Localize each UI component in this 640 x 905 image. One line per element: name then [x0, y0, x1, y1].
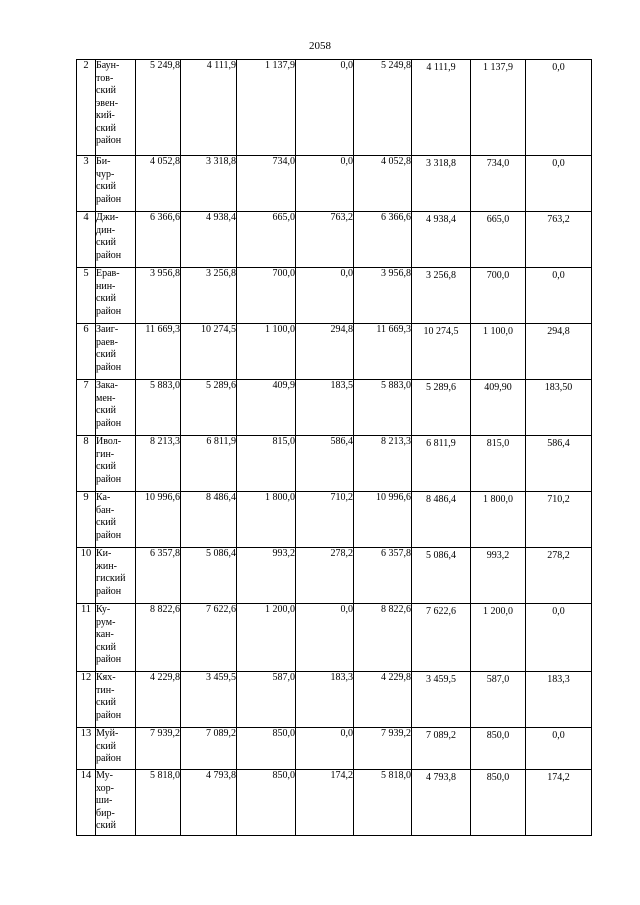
value-cell: 3 318,8: [412, 156, 471, 212]
row-number: 9: [77, 492, 96, 548]
district-name-line: Джи-: [96, 212, 119, 223]
value-cell: 0,0: [526, 604, 592, 672]
value-cell: 183,5: [296, 380, 354, 436]
district-name-line: ский: [96, 293, 116, 304]
district-name-line: ский: [96, 122, 116, 134]
value-cell: 8 213,3: [136, 436, 181, 492]
value-cell: 5 086,4: [412, 548, 471, 604]
value-cell: 1 800,0: [237, 492, 296, 548]
table-row: [77, 156, 592, 212]
value-cell: 1 100,0: [237, 324, 296, 380]
district-name-line: район: [96, 193, 122, 205]
page-number: 2058: [309, 40, 331, 52]
district-name: [96, 770, 136, 836]
value-cell: 850,0: [237, 728, 296, 770]
table-row: [77, 380, 592, 436]
district-name-line: ский: [96, 697, 116, 708]
district-name-line: район: [96, 305, 122, 317]
value-cell: 763,2: [296, 212, 354, 268]
value-cell: 3 256,8: [181, 268, 237, 324]
value-cell: 4 793,8: [181, 770, 237, 836]
district-name-line: район: [96, 417, 122, 429]
district-name-line: хор-: [96, 782, 114, 794]
district-name-line: ский: [96, 641, 116, 653]
value-cell: 7 939,2: [136, 728, 181, 770]
row-number: 3: [77, 156, 96, 212]
table-row: [77, 548, 592, 604]
table-row: [77, 604, 592, 672]
district-name-line: ский: [96, 85, 116, 96]
value-cell: 3 956,8: [354, 268, 412, 324]
value-cell: 6 357,8: [136, 548, 181, 604]
value-cell: 4 111,9: [412, 60, 471, 156]
value-cell: 4 052,8: [136, 156, 181, 212]
district-name-line: район: [96, 753, 122, 764]
district-name-line: район: [96, 249, 122, 261]
table-body: [77, 60, 592, 836]
district-name-line: Кях-: [96, 672, 116, 683]
district-name-line: Ка-: [96, 492, 111, 503]
value-cell: 700,0: [237, 268, 296, 324]
row-number: 8: [77, 436, 96, 492]
value-cell: 6 366,6: [136, 212, 181, 268]
value-cell: 7 089,2: [181, 728, 237, 770]
value-cell: 7 622,6: [181, 604, 237, 672]
value-cell: 4 229,8: [136, 672, 181, 728]
value-cell: 6 811,9: [412, 436, 471, 492]
district-name: [96, 156, 136, 212]
district-name-line: район: [96, 709, 122, 721]
value-cell: 294,8: [296, 324, 354, 380]
value-cell: 734,0: [237, 156, 296, 212]
district-name-line: ский: [96, 820, 116, 831]
value-cell: 174,2: [526, 770, 592, 836]
value-cell: 4 229,8: [354, 672, 412, 728]
value-cell: 4 938,4: [181, 212, 237, 268]
value-cell: 409,90: [471, 380, 526, 436]
row-number: 12: [77, 672, 96, 728]
value-cell: 183,3: [526, 672, 592, 728]
value-cell: 734,0: [471, 156, 526, 212]
row-number: 2: [77, 60, 96, 156]
table-row: [77, 60, 592, 156]
value-cell: 8 822,6: [136, 604, 181, 672]
value-cell: 1 100,0: [471, 324, 526, 380]
value-cell: 4 938,4: [412, 212, 471, 268]
district-name: [96, 672, 136, 728]
value-cell: 586,4: [526, 436, 592, 492]
value-cell: 5 818,0: [354, 770, 412, 836]
value-cell: 665,0: [471, 212, 526, 268]
value-cell: 10 274,5: [412, 324, 471, 380]
district-name-line: район: [96, 473, 122, 485]
value-cell: 587,0: [471, 672, 526, 728]
district-name-line: бан-: [96, 504, 115, 516]
table-row: [77, 212, 592, 268]
value-cell: 6 366,6: [354, 212, 412, 268]
value-cell: 587,0: [237, 672, 296, 728]
value-cell: 665,0: [237, 212, 296, 268]
district-name-line: район: [96, 585, 122, 597]
table-row: [77, 436, 592, 492]
value-cell: 5 086,4: [181, 548, 237, 604]
value-cell: 6 357,8: [354, 548, 412, 604]
value-cell: 1 200,0: [237, 604, 296, 672]
district-name: [96, 436, 136, 492]
value-cell: 4 111,9: [181, 60, 237, 156]
district-name-line: Ки-: [96, 548, 112, 559]
district-name-line: раев-: [96, 336, 118, 348]
table-row: [77, 268, 592, 324]
district-name: [96, 324, 136, 380]
row-number: 7: [77, 380, 96, 436]
district-name-line: ский: [96, 181, 116, 192]
value-cell: 3 956,8: [136, 268, 181, 324]
value-cell: 850,0: [237, 770, 296, 836]
district-name-line: Заиг-: [96, 324, 119, 335]
district-name-line: мен-: [96, 392, 116, 404]
district-name-line: Би-: [96, 156, 111, 167]
value-cell: 5 883,0: [354, 380, 412, 436]
value-cell: 710,2: [296, 492, 354, 548]
value-cell: 993,2: [471, 548, 526, 604]
value-cell: 5 883,0: [136, 380, 181, 436]
value-cell: 7 089,2: [412, 728, 471, 770]
district-name-line: Ерав-: [96, 268, 120, 279]
district-name-line: Баун-: [96, 60, 120, 71]
district-name-line: Му-: [96, 770, 113, 781]
district-name-line: Ивол-: [96, 436, 122, 447]
value-cell: 7 622,6: [412, 604, 471, 672]
value-cell: 1 137,9: [471, 60, 526, 156]
district-name-line: ский: [96, 405, 116, 416]
district-name: [96, 212, 136, 268]
value-cell: 8 486,4: [412, 492, 471, 548]
district-name-line: район: [96, 529, 122, 541]
table-row: [77, 728, 592, 770]
district-name: [96, 60, 136, 156]
district-name-line: кий-: [96, 110, 115, 121]
value-cell: 5 289,6: [412, 380, 471, 436]
table-row: [77, 770, 592, 836]
value-cell: 0,0: [526, 268, 592, 324]
value-cell: 586,4: [296, 436, 354, 492]
value-cell: 3 459,5: [181, 672, 237, 728]
value-cell: 5 249,8: [136, 60, 181, 156]
value-cell: 763,2: [526, 212, 592, 268]
district-name-line: Зака-: [96, 380, 118, 391]
district-name-line: бир-: [96, 807, 115, 819]
value-cell: 8 213,3: [354, 436, 412, 492]
district-name-line: тов-: [96, 72, 114, 84]
value-cell: 0,0: [526, 156, 592, 212]
district-name-line: эвен-: [96, 97, 119, 109]
value-cell: 5 818,0: [136, 770, 181, 836]
value-cell: 183,50: [526, 380, 592, 436]
value-cell: 815,0: [471, 436, 526, 492]
value-cell: 10 274,5: [181, 324, 237, 380]
value-cell: 6 811,9: [181, 436, 237, 492]
row-number: 11: [77, 604, 96, 672]
district-name-line: кан-: [96, 629, 114, 640]
district-name-line: ский: [96, 740, 116, 752]
district-name-line: ский: [96, 517, 116, 528]
district-name-line: район: [96, 135, 122, 146]
row-number: 5: [77, 268, 96, 324]
value-cell: 0,0: [296, 60, 354, 156]
value-cell: 174,2: [296, 770, 354, 836]
district-name-line: ский: [96, 461, 116, 472]
value-cell: 5 249,8: [354, 60, 412, 156]
value-cell: 0,0: [296, 268, 354, 324]
row-number: 10: [77, 548, 96, 604]
value-cell: 5 289,6: [181, 380, 237, 436]
value-cell: 1 800,0: [471, 492, 526, 548]
district-name-line: ский: [96, 349, 116, 360]
value-cell: 1 137,9: [237, 60, 296, 156]
district-name-line: тин-: [96, 684, 115, 696]
table-row: [77, 672, 592, 728]
district-name-line: ши-: [96, 795, 113, 806]
value-cell: 850,0: [471, 770, 526, 836]
district-name: [96, 268, 136, 324]
district-name: [96, 548, 136, 604]
value-cell: 3 318,8: [181, 156, 237, 212]
row-number: 6: [77, 324, 96, 380]
value-cell: 0,0: [296, 728, 354, 770]
value-cell: 4 052,8: [354, 156, 412, 212]
district-name-line: гиский: [96, 573, 126, 584]
district-name-line: нин-: [96, 280, 116, 292]
district-name-line: рум-: [96, 616, 116, 628]
value-cell: 10 996,6: [354, 492, 412, 548]
value-cell: 993,2: [237, 548, 296, 604]
row-number: 13: [77, 728, 96, 770]
value-cell: 10 996,6: [136, 492, 181, 548]
value-cell: 3 459,5: [412, 672, 471, 728]
value-cell: 0,0: [526, 728, 592, 770]
district-name-line: район: [96, 361, 122, 373]
row-number: 4: [77, 212, 96, 268]
value-cell: 0,0: [296, 604, 354, 672]
value-cell: 710,2: [526, 492, 592, 548]
value-cell: 815,0: [237, 436, 296, 492]
value-cell: 11 669,3: [354, 324, 412, 380]
district-name: [96, 604, 136, 672]
district-name-line: гин-: [96, 448, 115, 460]
value-cell: 294,8: [526, 324, 592, 380]
value-cell: 8 822,6: [354, 604, 412, 672]
value-cell: 4 793,8: [412, 770, 471, 836]
district-name-line: Ку-: [96, 604, 111, 615]
district-name: [96, 728, 136, 770]
district-name-line: жин-: [96, 560, 117, 572]
district-name-line: дин-: [96, 224, 116, 236]
table-row: [77, 324, 592, 380]
district-name: [96, 380, 136, 436]
district-name: [96, 492, 136, 548]
value-cell: 1 200,0: [471, 604, 526, 672]
budget-table: [76, 59, 592, 836]
value-cell: 0,0: [296, 156, 354, 212]
value-cell: 278,2: [296, 548, 354, 604]
district-name-line: Муй-: [96, 728, 119, 739]
value-cell: 8 486,4: [181, 492, 237, 548]
value-cell: 7 939,2: [354, 728, 412, 770]
value-cell: 11 669,3: [136, 324, 181, 380]
district-name-line: ский: [96, 237, 116, 248]
value-cell: 278,2: [526, 548, 592, 604]
value-cell: 700,0: [471, 268, 526, 324]
table-row: [77, 492, 592, 548]
value-cell: 850,0: [471, 728, 526, 770]
district-name-line: чур-: [96, 168, 115, 180]
value-cell: 409,9: [237, 380, 296, 436]
value-cell: 183,3: [296, 672, 354, 728]
value-cell: 3 256,8: [412, 268, 471, 324]
value-cell: 0,0: [526, 60, 592, 156]
row-number: 14: [77, 770, 96, 836]
district-name-line: район: [96, 654, 122, 665]
